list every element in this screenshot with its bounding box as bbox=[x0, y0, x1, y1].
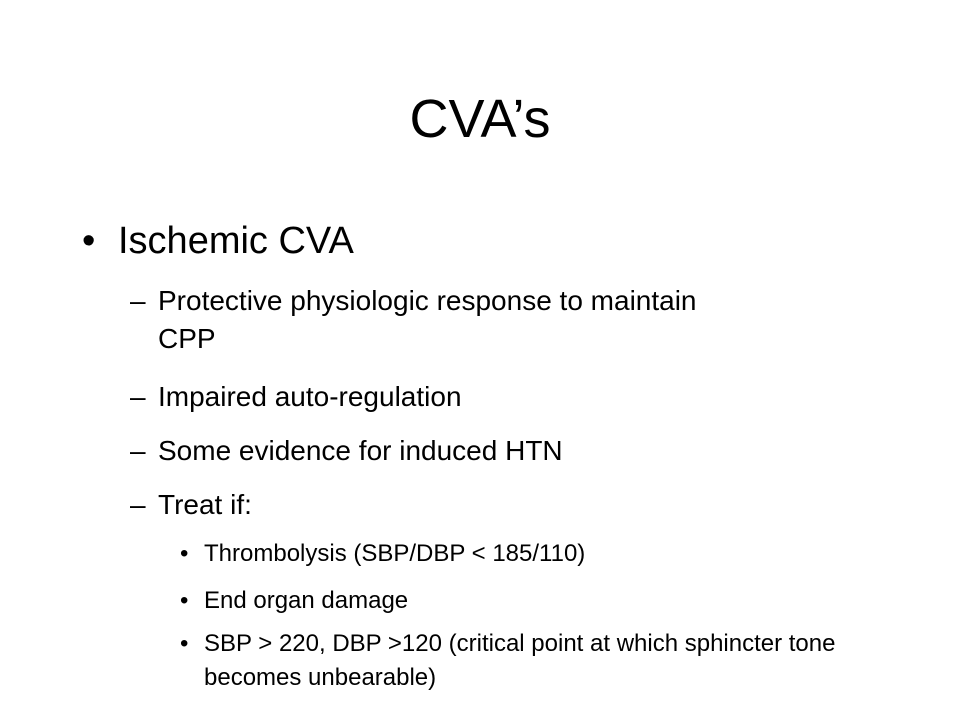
sub-item-text: Protective physiologic response to maintain CPP bbox=[158, 285, 697, 354]
dot-marker: • bbox=[180, 540, 189, 567]
sub-item-text: Impaired auto-regulation bbox=[158, 381, 462, 412]
subsub-item-text: Thrombolysis (SBP/DBP < 185/110) bbox=[204, 540, 586, 567]
dash-marker: – bbox=[130, 381, 146, 412]
slide-title: CVA’s bbox=[409, 89, 551, 149]
dash-marker: – bbox=[130, 435, 146, 466]
bullet-text: Ischemic CVA bbox=[118, 220, 354, 262]
bullet-ischemic-cva bbox=[82, 218, 354, 264]
subsub-item-text: End organ damage bbox=[204, 587, 409, 614]
sub-item-impaired-autoregulation bbox=[130, 378, 890, 416]
subsub-item-thrombolysis bbox=[180, 537, 840, 571]
sub-item-text: Some evidence for induced HTN bbox=[158, 435, 563, 466]
subsub-item-text: SBP > 220, DBP >120 (critical point at which sphincter tone becomes unbearable) bbox=[204, 630, 836, 691]
sub-item-treat-if bbox=[130, 486, 890, 524]
subsub-item-sbp-dbp-threshold bbox=[180, 627, 840, 695]
subsub-item-end-organ-damage bbox=[180, 584, 840, 618]
bullet-marker: • bbox=[82, 220, 96, 262]
dash-marker: – bbox=[130, 489, 146, 520]
dot-marker: • bbox=[180, 630, 189, 657]
dash-marker: – bbox=[130, 285, 146, 316]
sub-item-text: Treat if: bbox=[158, 489, 252, 520]
sub-item-protective-response bbox=[130, 282, 890, 358]
sub-item-induced-htn bbox=[130, 432, 890, 470]
dot-marker: • bbox=[180, 587, 189, 614]
